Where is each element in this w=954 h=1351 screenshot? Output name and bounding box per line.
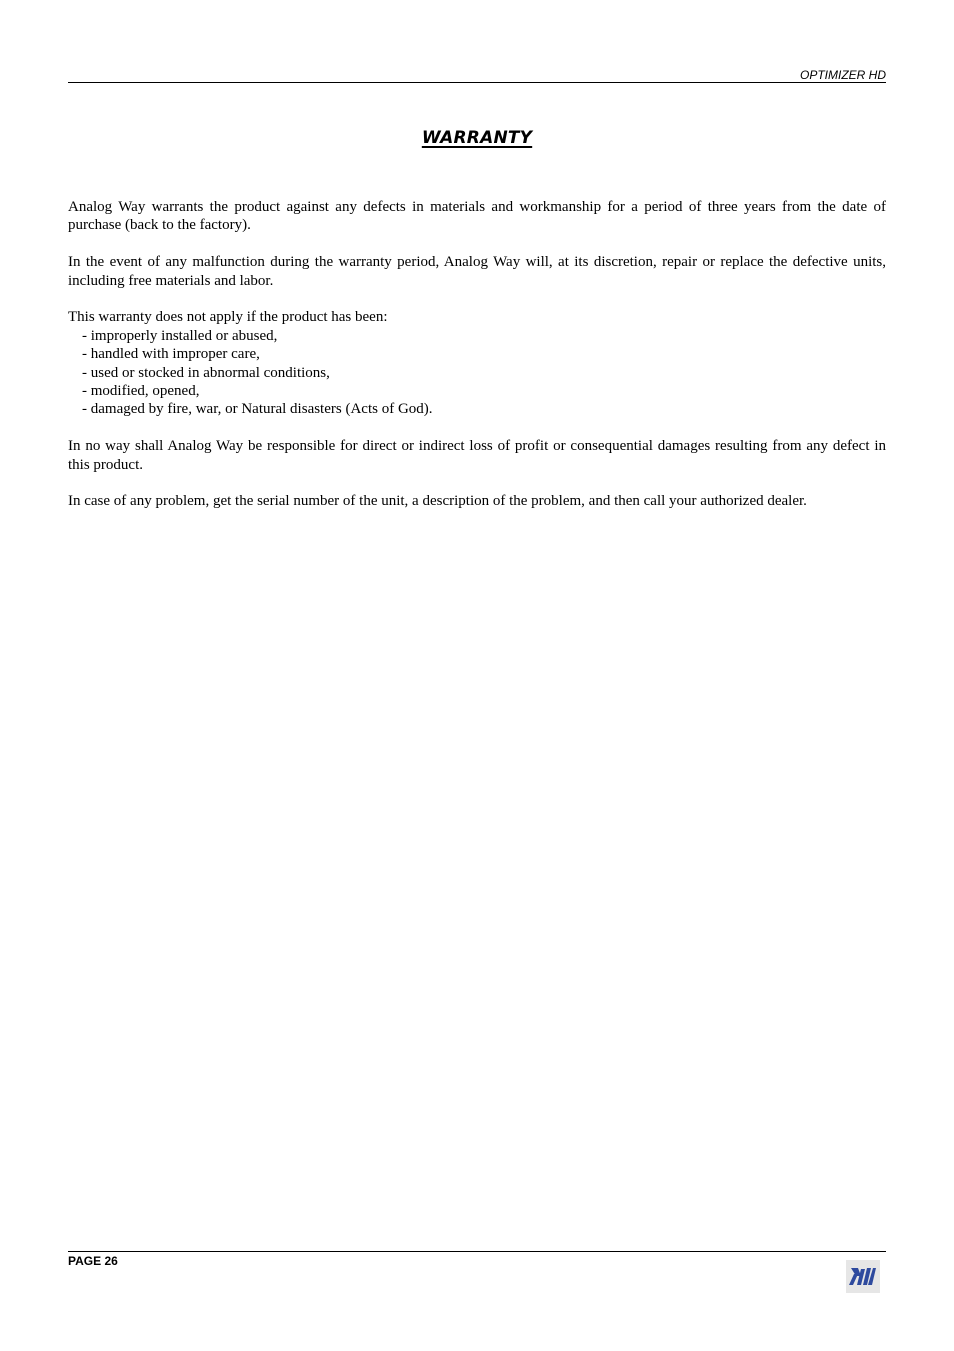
page-footer [68,1251,886,1268]
warranty-period-paragraph: Analog Way warrants the product against any defects in materials and workmanship for a period of three years from the date of purchase (back to the factory). [68,199,886,234]
analog-way-logo-icon [846,1260,880,1293]
exclusion-item: - used or stocked in abnormal conditions, [82,364,330,381]
exclusion-item: - modified, opened, [82,383,200,400]
malfunction-paragraph: In the event of any malfunction during the warranty period, Analog Way will, at its discretion, repair or replace the defective units, including free materials and labor. [68,254,886,289]
contact-paragraph: In case of any problem, get the serial number of the unit, a description of the problem, and then call your authorized dealer. [68,493,807,510]
exclusion-item: - improperly installed or abused, [82,327,278,344]
exclusion-item: - handled with improper care, [82,346,260,363]
liability-paragraph: In no way shall Analog Way be responsible for direct or indirect loss of profit or consequential damages resulting from any defect in this product. [68,438,886,473]
page-number: PAGE 26 [68,1254,118,1268]
logo-graphic [846,1260,880,1293]
header-product-name: OPTIMIZER HD [800,68,886,82]
exclusions-list [68,327,886,419]
warranty-body [68,198,886,529]
exclusion-item: - damaged by fire, war, or Natural disasters (Acts of God). [82,401,433,418]
exclusions-intro: This warranty does not apply if the product has been: [68,309,388,326]
page-title [68,127,886,149]
page-title-text: WARRANTY [421,128,533,148]
page-header [68,66,886,83]
